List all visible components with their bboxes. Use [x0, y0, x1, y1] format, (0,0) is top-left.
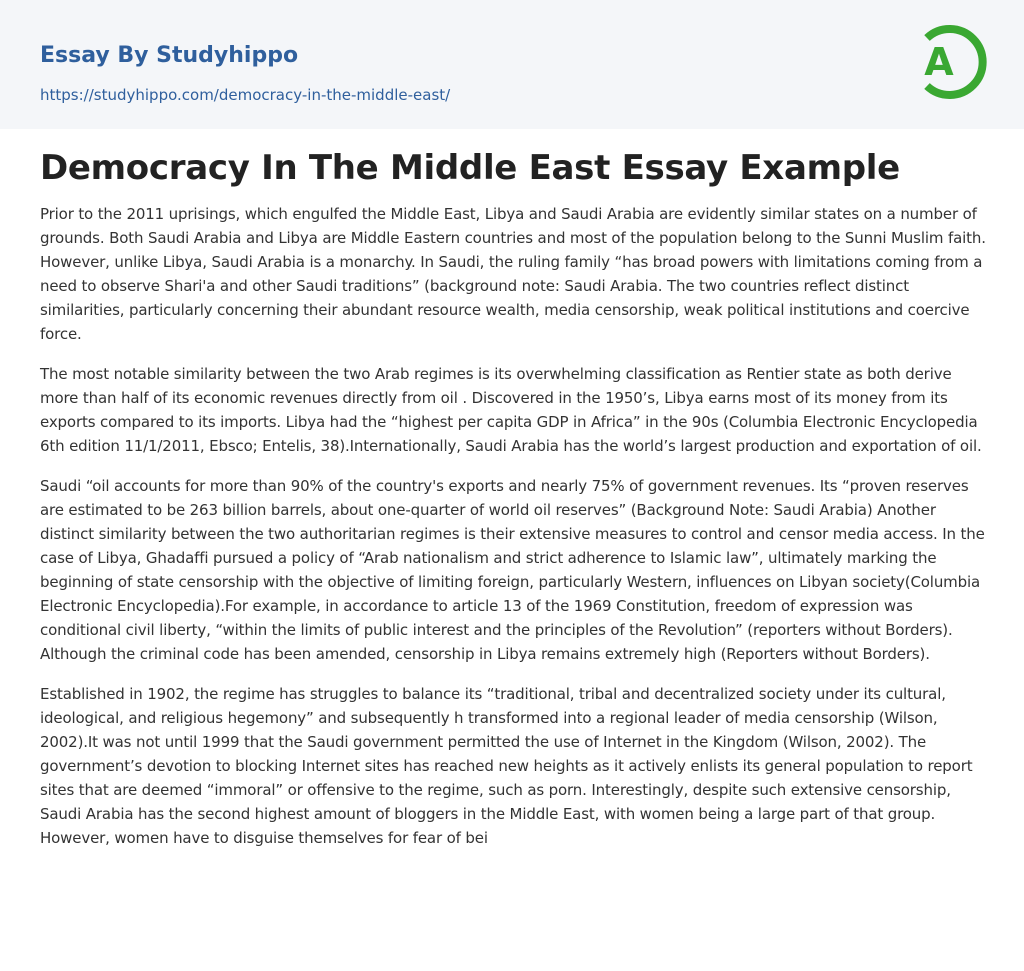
- site-title[interactable]: Essay By Studyhippo: [40, 43, 299, 68]
- article-paragraph: The most notable similarity between the two Arab regimes is its overwhelming classification as Rentier state as both derive more than half of its economic revenues directly from oil . Discovered in the 1950’s, Libya earns most of its money from its exports compared to its imports. Libya had the “highest per capita GDP in Africa” in the 90s (Columbia Electronic Encyclopedia 6th edition 11/1/2011, Ebsco; Entelis, 38).Internationally, Saudi Arabia has the world’s largest production and exportation of oil.: [40, 365, 982, 455]
- studyhippo-logo[interactable]: [913, 20, 987, 104]
- article-paragraph: Saudi “oil accounts for more than 90% of the country's exports and nearly 75% of government revenues. Its “proven reserves are estimated to be 263 billion barrels, about one-quarter of world oil reserves” (Background Note: Saudi Arabia) Another distinct similarity between the two authoritarian regimes is their extensive measures to control and censor media access. In the case of Libya, Ghadaffi pursued a policy of “Arab nationalism and strict adherence to Islamic law”, ultimately marking the beginning of state censorship with the objective of limiting foreign, particularly Western, influences on Libyan society(Columbia Electronic Encyclopedia).For example, in accordance to article 13 of the 1969 Constitution, freedom of expression was conditional civil liberty, “within the limits of public interest and the principles of the Revolution” (reporters without Borders). Although the criminal code has been amended, censorship in Libya remains extremely high (Reporters without Borders).: [40, 477, 985, 663]
- page-header: [0, 0, 1024, 129]
- source-url-link[interactable]: https://studyhippo.com/democracy-in-the-middle-east/: [40, 86, 451, 104]
- article-content: [40, 146, 990, 866]
- article-paragraph: Prior to the 2011 uprisings, which engulfed the Middle East, Libya and Saudi Arabia are evidently similar states on a number of grounds. Both Saudi Arabia and Libya are Middle Eastern countries and most of the population belong to the Sunni Muslim faith. However, unlike Libya, Saudi Arabia is a monarchy. In Saudi, the ruling family “has broad powers with limitations coming from a need to observe Shari'a and other Saudi traditions” (background note: Saudi Arabia. The two countries reflect distinct similarities, particularly concerning their abundant resource wealth, media censorship, weak political institutions and coercive force.: [40, 205, 986, 343]
- article-paragraph: Established in 1902, the regime has struggles to balance its “traditional, tribal and decentralized society under its cultural, ideological, and religious hegemony” and subsequently h transformed into a regional leader of media censorship (Wilson, 2002).It was not until 1999 that the Saudi government permitted the use of Internet in the Kingdom (Wilson, 2002). The government’s devotion to blocking Internet sites has reached new heights as it actively enlists its general population to report sites that are deemed “immoral” or offensive to the regime, such as porn. Interestingly, despite such extensive censorship, Saudi Arabia has the second highest amount of bloggers in the Middle East, with women being a large part of that group. However, women have to disguise themselves for fear of bei: [40, 685, 973, 847]
- logo-ring-icon: [913, 20, 987, 104]
- page-title: Democracy In The Middle East Essay Example: [40, 148, 900, 188]
- logo-letter: A: [924, 40, 954, 84]
